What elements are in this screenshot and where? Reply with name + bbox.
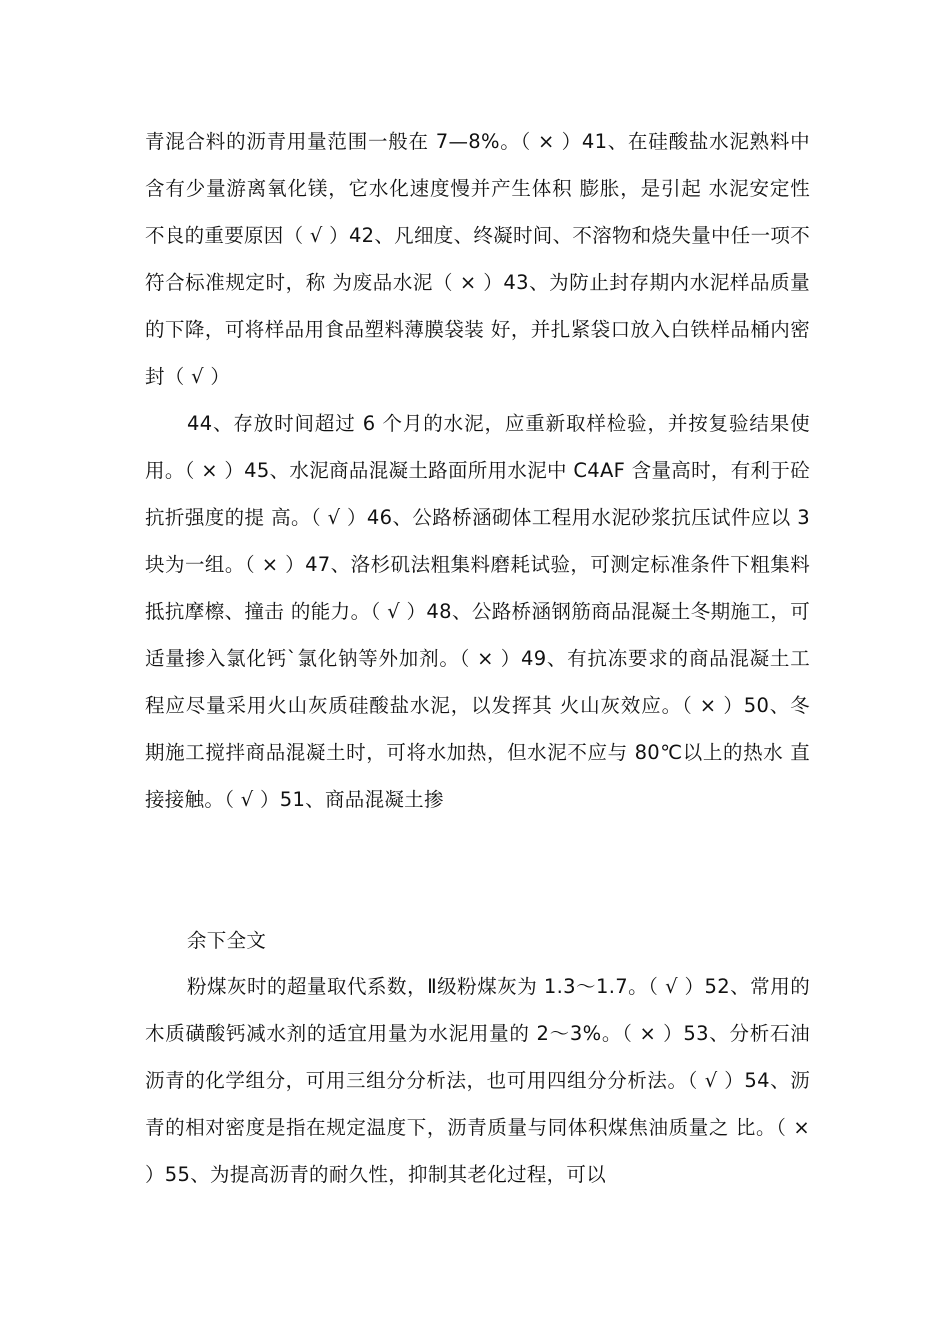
continue-reading-label: 余下全文: [187, 929, 267, 952]
text-block-1: [145, 118, 810, 400]
text-block-2: [145, 400, 810, 823]
paragraph-1: 青混合料的沥青用量范围一般在 7—8%。（ × ）41、在硅酸盐水泥熟料中含有少量游离氧化镁，它水化速度慢并产生体积 膨胀，是引起 水泥安定性不良的重要原因（ √ ）42、凡细度、终凝时间、不溶物和烧失量中任一项不符合标准规定时，称 为废品水泥（ × ）43、为防止封存期内水泥样品质量的下降，可将样品用食品塑料薄膜袋装 好，并扎紧袋口放入白铁样品桶内密封（ √ ）: [145, 130, 810, 388]
paragraph-2: 44、存放时间超过 6 个月的水泥，应重新取样检验，并按复验结果使用。（ × ）45、水泥商品混凝土路面所用水泥中 C4AF 含量高时，有利于砼抗折强度的提 高。（ √ ）46、公路桥涵砌体工程用水泥砂浆抗压试件应以 3 块为一组。（ × ）47、洛杉矶法粗集料磨耗试验，可测定标准条件下粗集料抵抗摩檫、撞击 的能力。（ √ ）48、公路桥涵钢筋商品混凝土冬期施工，可适量掺入氯化钙`氯化钠等外加剂。（ × ）49、有抗冻要求的商品混凝土工程应尽量采用火山灰质硅酸盐水泥，以发挥其 火山灰效应。（ × ）50、冬期施工搅拌商品混凝土时，可将水加热，但水泥不应与 80℃以上的热水 直接接触。（ √ ）51、商品混凝土掺: [145, 412, 810, 811]
text-block-4: [145, 963, 810, 1198]
text-block-3: [145, 917, 810, 964]
paragraph-3: 粉煤灰时的超量取代系数，Ⅱ级粉煤灰为 1.3～1.7。（ √ ）52、常用的木质磺酸钙减水剂的适宜用量为水泥用量的 2～3%。（ × ）53、分析石油沥青的化学组分，可用三组分分析法，也可用四组分分析法。（ √ ）54、沥青的相对密度是指在规定温度下，沥青质量与同体积煤焦油质量之 比。（ × ）55、为提高沥青的耐久性，抑制其老化过程，可以: [145, 975, 810, 1186]
